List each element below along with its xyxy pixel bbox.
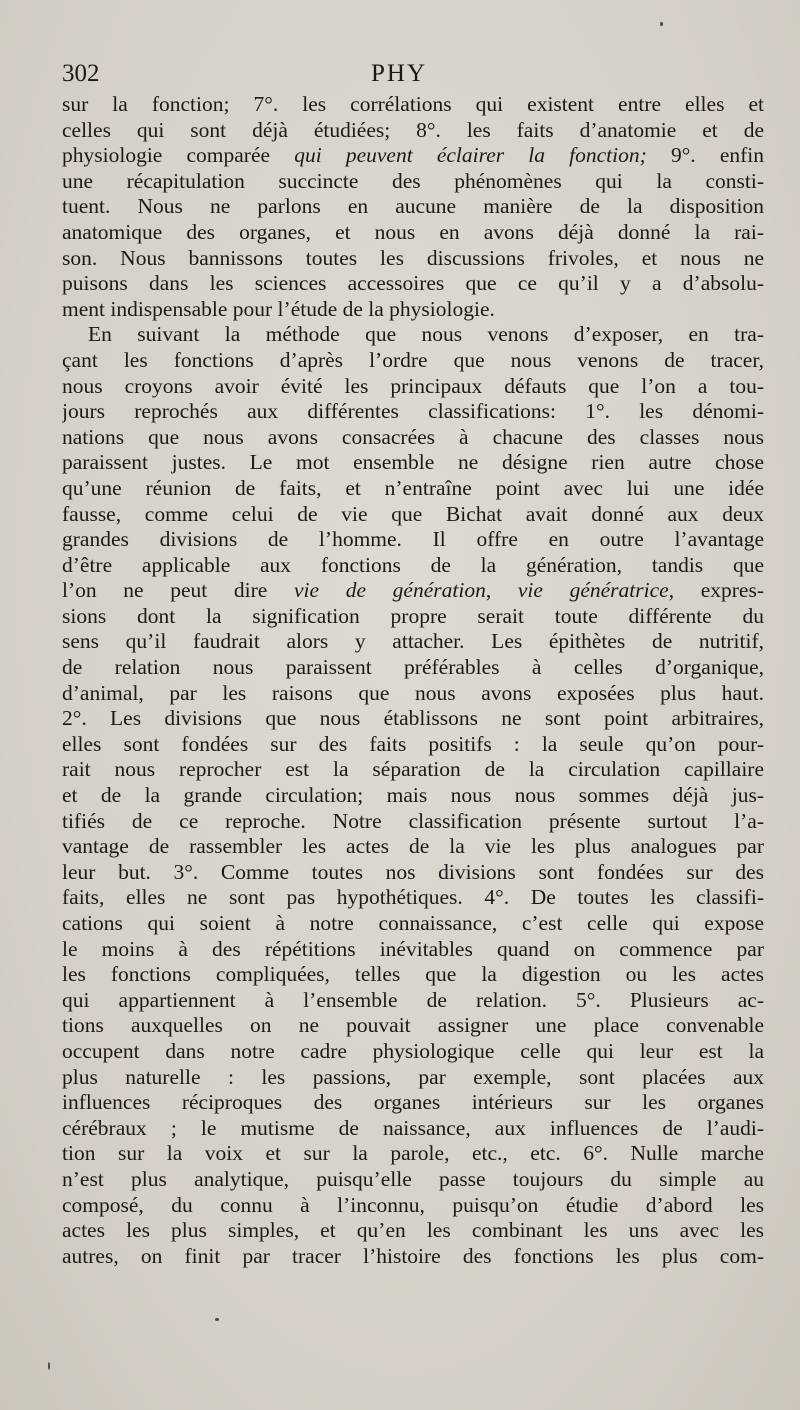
text-line xyxy=(62,476,764,502)
text-run: 2°. Les divisions que nous établissons ne sont point arbitraires, xyxy=(62,706,764,731)
ink-speck xyxy=(215,1318,219,1321)
text-run: tion sur la voix et sur la parole, etc., etc. 6°. Nulle marche xyxy=(62,1141,764,1166)
ink-speck xyxy=(660,22,663,26)
text-line xyxy=(62,1218,764,1244)
text-run: influences réciproques des organes intérieurs sur les organes xyxy=(62,1090,764,1115)
text-run: les fonctions compliquées, telles que la digestion ou les actes xyxy=(62,962,764,987)
text-run: elles sont fondées sur des faits positifs : la seule qu’on pour- xyxy=(62,731,764,756)
text-run: d’être applicable aux fonctions de la génération, tandis que xyxy=(62,552,764,577)
text-line xyxy=(62,450,764,476)
text-run: 9°. enfin xyxy=(646,143,764,168)
text-line xyxy=(62,783,764,809)
text-line xyxy=(62,169,764,195)
text-run: rait nous reprocher est la séparation de la circulation capillaire xyxy=(62,757,764,782)
text-line xyxy=(62,1167,764,1193)
text-line xyxy=(62,1013,764,1039)
running-head: PHY xyxy=(370,60,427,87)
text-line xyxy=(62,118,764,144)
text-run: anatomique des organes, et nous en avons déjà donné la rai- xyxy=(62,219,764,244)
text-run: çant les fonctions d’après l’ordre que nous venons de tracer, xyxy=(62,347,764,372)
text-run: n’est plus analytique, puisqu’elle passe toujours du simple au xyxy=(62,1166,764,1191)
text-run: une récapitulation succincte des phénomènes qui la consti- xyxy=(62,168,764,193)
text-run: son. Nous bannissons toutes les discussions frivoles, et nous ne xyxy=(62,245,764,270)
text-line xyxy=(62,885,764,911)
text-line xyxy=(62,629,764,655)
text-line xyxy=(62,834,764,860)
text-line xyxy=(62,911,764,937)
text-run: et de la grande circulation; mais nous nous sommes déjà jus- xyxy=(62,783,764,808)
text-run: puisons dans les sciences accessoires que ce qu’il y a d’absolu- xyxy=(62,271,764,296)
text-run: nations que nous avons consacrées à chacune des classes nous xyxy=(62,424,764,449)
text-line xyxy=(62,143,764,169)
text-line xyxy=(62,1116,764,1142)
italic-text: qui peuvent éclairer la fonction; xyxy=(294,143,647,168)
text-run: cations qui soient à notre connaissance, c’est celle qui expose xyxy=(62,911,764,935)
ink-speck xyxy=(48,1362,50,1370)
text-line xyxy=(62,1141,764,1167)
text-run: , xyxy=(485,578,518,603)
page-number: 302 xyxy=(62,60,100,87)
text-run: sions dont la signification propre serait toute différente du xyxy=(62,603,764,628)
text-run: En suivant la méthode que nous venons d’exposer, en tra- xyxy=(88,322,764,347)
text-line xyxy=(62,502,764,528)
page-header xyxy=(62,60,736,94)
text-line xyxy=(62,92,764,118)
text-line xyxy=(62,348,764,374)
text-run: physiologie comparée xyxy=(62,143,295,168)
text-line xyxy=(62,578,764,604)
text-run: autres, on finit par tracer l’histoire des fonctions les plus com- xyxy=(62,1243,764,1268)
text-run: jours reprochés aux différentes classifications: 1°. les dénomi- xyxy=(62,399,764,424)
text-run: actes les plus simples, et qu’en les combinant les uns avec les xyxy=(62,1218,764,1243)
text-line xyxy=(62,937,764,963)
text-run: le moins à des répétitions inévitables quand on commence par xyxy=(62,936,764,961)
text-line xyxy=(62,860,764,886)
text-line xyxy=(62,527,764,553)
text-run: de relation nous paraissent préférables à celles d’organique, xyxy=(62,655,764,680)
text-run: plus naturelle : les passions, par exemple, sont placées aux xyxy=(62,1064,764,1089)
text-line xyxy=(62,962,764,988)
text-run: l’on ne peut dire xyxy=(62,578,294,603)
text-run: vantage de rassembler les actes de la vie les plus analogues par xyxy=(62,834,764,859)
text-line xyxy=(62,1090,764,1116)
text-line xyxy=(62,246,764,272)
text-line xyxy=(62,706,764,732)
text-line xyxy=(62,271,764,297)
text-run: cérébraux ; le mutisme de naissance, aux influences de l’audi- xyxy=(62,1115,764,1140)
text-run: composé, du connu à l’inconnu, puisqu’on étudie d’abord les xyxy=(62,1192,764,1217)
text-line xyxy=(62,988,764,1014)
text-run: sur la fonction; 7°. les corrélations qui existent entre elles et xyxy=(62,92,764,116)
text-run: ment indispensable pour l’étude de la physiologie. xyxy=(62,296,495,321)
text-run: qui appartiennent à l’ensemble de relation. 5°. Plusieurs ac- xyxy=(62,987,764,1012)
text-run: celles qui sont déjà étudiées; 8°. les faits d’anatomie et de xyxy=(62,117,764,142)
text-run: qu’une réunion de faits, et n’entraîne point avec lui une idée xyxy=(62,475,764,500)
text-run: tions auxquelles on ne pouvait assigner une place convenable xyxy=(62,1013,764,1038)
text-line xyxy=(62,655,764,681)
text-run: occupent dans notre cadre physiologique celle qui leur est la xyxy=(62,1038,764,1063)
text-line xyxy=(62,1244,764,1270)
text-line xyxy=(62,681,764,707)
text-line xyxy=(62,220,764,246)
text-line xyxy=(62,1193,764,1219)
text-line xyxy=(62,732,764,758)
italic-text: vie génératrice xyxy=(517,578,669,603)
italic-text: vie de génération xyxy=(294,578,486,603)
text-line xyxy=(62,1039,764,1065)
body-text xyxy=(62,92,764,1269)
text-line xyxy=(62,399,764,425)
text-run: grandes divisions de l’homme. Il offre en outre l’avantage xyxy=(62,527,764,552)
text-run: faits, elles ne sont pas hypothétiques. 4°. De toutes les classifi- xyxy=(62,885,764,910)
text-run: sens qu’il faudrait alors y attacher. Les épithètes de nutritif, xyxy=(62,629,764,654)
text-line xyxy=(62,322,764,348)
text-run: nous croyons avoir évité les principaux défauts que l’on a tou- xyxy=(62,373,764,398)
text-line xyxy=(62,425,764,451)
text-run: paraissent justes. Le mot ensemble ne désigne rien autre chose xyxy=(62,450,764,475)
text-line xyxy=(62,194,764,220)
text-line xyxy=(62,757,764,783)
text-run: d’animal, par les raisons que nous avons exposées plus haut. xyxy=(62,680,764,705)
text-line xyxy=(62,604,764,630)
text-run: tuent. Nous ne parlons en aucune manière de la disposition xyxy=(62,194,764,219)
text-line xyxy=(62,374,764,400)
text-run: , expres- xyxy=(668,578,764,603)
text-line xyxy=(62,297,764,323)
text-line xyxy=(62,1065,764,1091)
text-line xyxy=(62,553,764,579)
text-run: leur but. 3°. Comme toutes nos divisions sont fondées sur des xyxy=(62,859,764,884)
text-line xyxy=(62,809,764,835)
text-run: fausse, comme celui de vie que Bichat avait donné aux deux xyxy=(62,501,764,526)
text-run: tifiés de ce reproche. Notre classification présente surtout l’a- xyxy=(62,808,764,833)
